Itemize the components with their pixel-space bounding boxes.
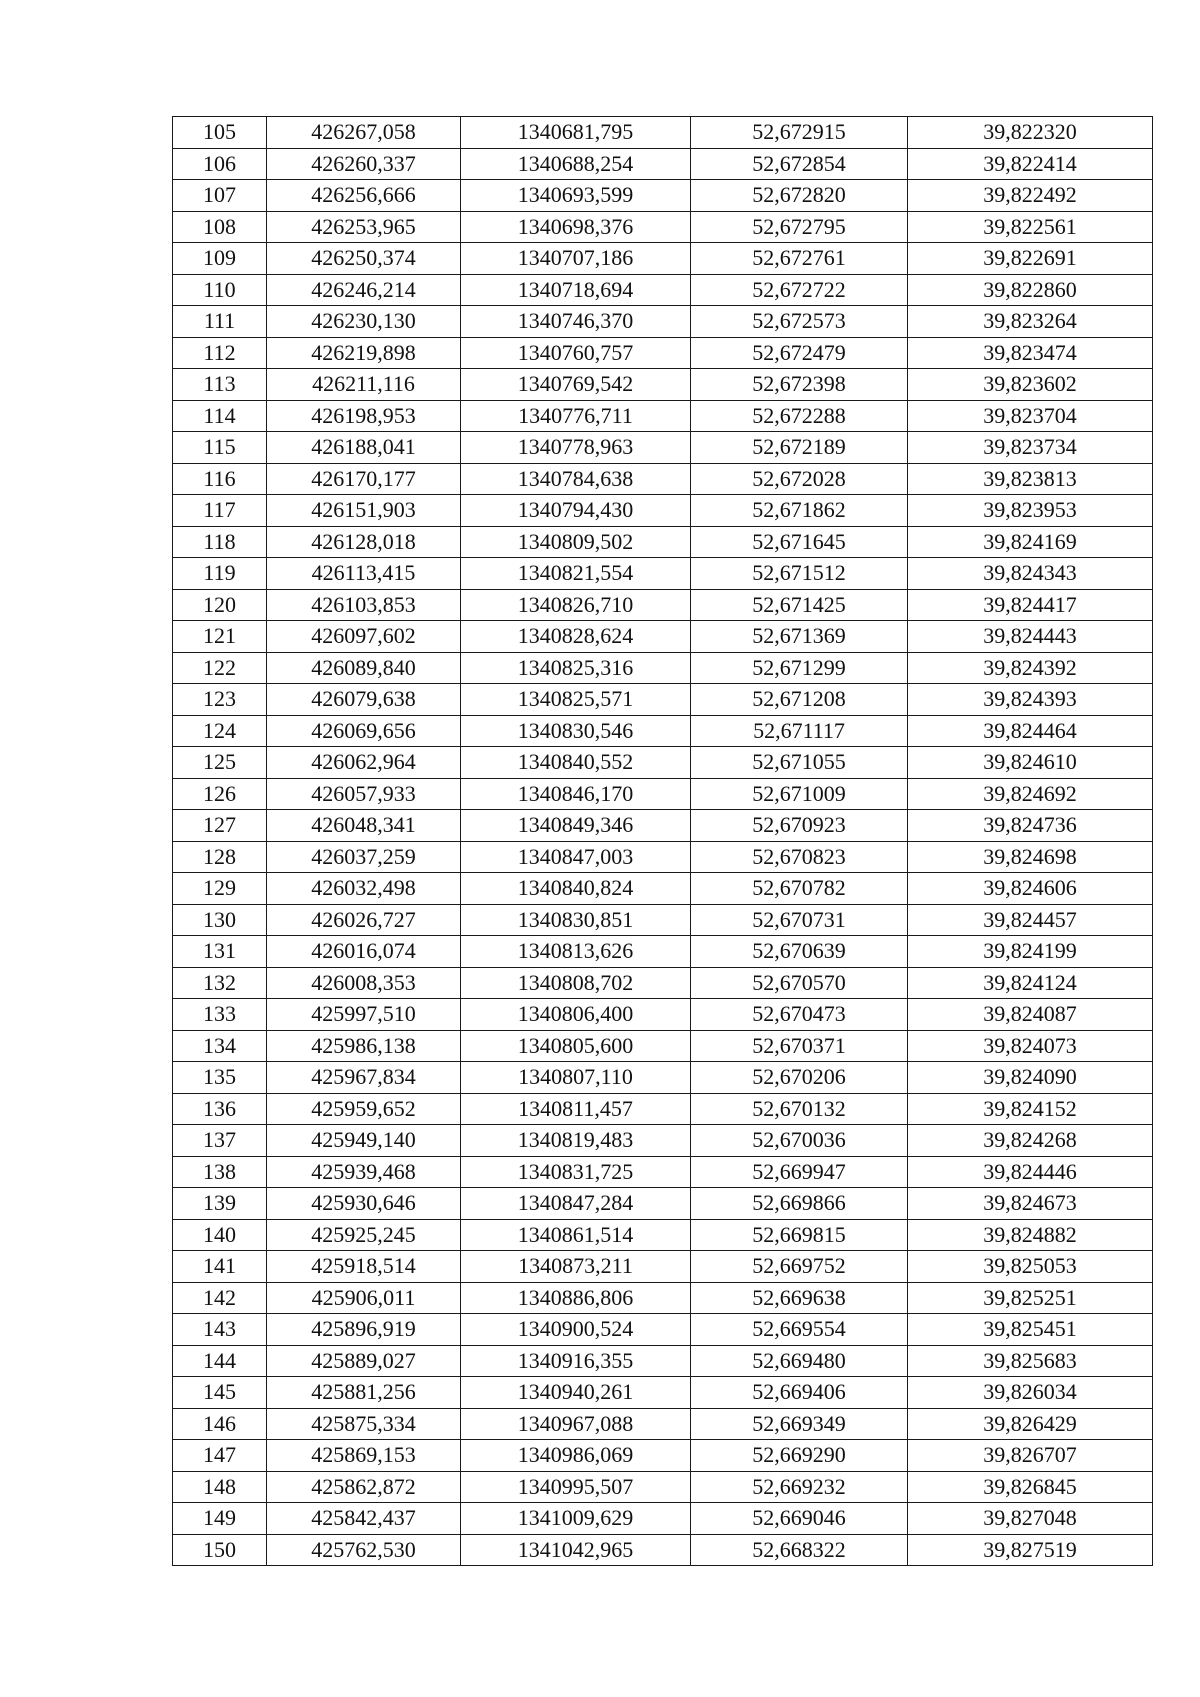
table-cell: 108 [173, 211, 267, 243]
table-cell: 39,824393 [908, 684, 1153, 716]
table-cell: 52,669554 [691, 1314, 908, 1346]
table-cell: 1340849,346 [461, 810, 691, 842]
table-cell: 52,672028 [691, 463, 908, 495]
table-row [173, 432, 1153, 464]
table-cell: 39,823813 [908, 463, 1153, 495]
table-cell: 1340821,554 [461, 558, 691, 590]
table-cell: 52,669406 [691, 1377, 908, 1409]
table-cell: 39,824882 [908, 1219, 1153, 1251]
table-cell: 426198,953 [267, 400, 461, 432]
table-cell: 426128,018 [267, 526, 461, 558]
table-cell: 39,824443 [908, 621, 1153, 653]
table-cell: 39,826429 [908, 1408, 1153, 1440]
table-cell: 52,669866 [691, 1188, 908, 1220]
table-cell: 52,672288 [691, 400, 908, 432]
table-cell: 52,669752 [691, 1251, 908, 1283]
table-cell: 120 [173, 589, 267, 621]
table-cell: 426151,903 [267, 495, 461, 527]
table-cell: 150 [173, 1534, 267, 1566]
table-cell: 39,824736 [908, 810, 1153, 842]
table-cell: 426211,116 [267, 369, 461, 401]
table-row [173, 684, 1153, 716]
table-cell: 52,669290 [691, 1440, 908, 1472]
table-cell: 136 [173, 1093, 267, 1125]
table-cell: 39,822414 [908, 148, 1153, 180]
table-cell: 138 [173, 1156, 267, 1188]
table-cell: 1340995,507 [461, 1471, 691, 1503]
table-body [173, 117, 1153, 1566]
table-row [173, 369, 1153, 401]
table-cell: 39,824417 [908, 589, 1153, 621]
table-cell: 137 [173, 1125, 267, 1157]
table-cell: 52,670731 [691, 904, 908, 936]
table-cell: 39,823734 [908, 432, 1153, 464]
table-cell: 1340986,069 [461, 1440, 691, 1472]
table-cell: 426230,130 [267, 306, 461, 338]
table-cell: 1340873,211 [461, 1251, 691, 1283]
table-cell: 52,671645 [691, 526, 908, 558]
table-cell: 39,824343 [908, 558, 1153, 590]
table-cell: 426246,214 [267, 274, 461, 306]
table-cell: 52,669947 [691, 1156, 908, 1188]
table-cell: 426170,177 [267, 463, 461, 495]
table-row [173, 1156, 1153, 1188]
table-cell: 52,672398 [691, 369, 908, 401]
table-cell: 39,825053 [908, 1251, 1153, 1283]
table-cell: 52,671055 [691, 747, 908, 779]
table-cell: 133 [173, 999, 267, 1031]
table-cell: 141 [173, 1251, 267, 1283]
table-cell: 1340830,851 [461, 904, 691, 936]
table-cell: 1340809,502 [461, 526, 691, 558]
table-cell: 1340693,599 [461, 180, 691, 212]
table-cell: 1340688,254 [461, 148, 691, 180]
table-cell: 146 [173, 1408, 267, 1440]
table-cell: 52,668322 [691, 1534, 908, 1566]
table-cell: 52,670923 [691, 810, 908, 842]
table-row [173, 463, 1153, 495]
table-cell: 1340746,370 [461, 306, 691, 338]
table-cell: 39,822561 [908, 211, 1153, 243]
table-cell: 426188,041 [267, 432, 461, 464]
table-cell: 52,672854 [691, 148, 908, 180]
table-cell: 39,824464 [908, 715, 1153, 747]
table-row [173, 1125, 1153, 1157]
table-cell: 1340847,284 [461, 1188, 691, 1220]
table-row [173, 274, 1153, 306]
table-row [173, 495, 1153, 527]
table-cell: 426032,498 [267, 873, 461, 905]
table-cell: 52,669638 [691, 1282, 908, 1314]
table-cell: 425896,919 [267, 1314, 461, 1346]
table-row [173, 211, 1153, 243]
table-cell: 1340861,514 [461, 1219, 691, 1251]
table-cell: 52,671208 [691, 684, 908, 716]
table-cell: 425881,256 [267, 1377, 461, 1409]
table-cell: 52,672820 [691, 180, 908, 212]
table-cell: 1340806,400 [461, 999, 691, 1031]
table-cell: 39,825451 [908, 1314, 1153, 1346]
table-cell: 425986,138 [267, 1030, 461, 1062]
table-row [173, 1251, 1153, 1283]
table-cell: 112 [173, 337, 267, 369]
table-cell: 39,823264 [908, 306, 1153, 338]
table-cell: 107 [173, 180, 267, 212]
table-cell: 39,824124 [908, 967, 1153, 999]
table-cell: 425906,011 [267, 1282, 461, 1314]
table-cell: 1341009,629 [461, 1503, 691, 1535]
table-cell: 130 [173, 904, 267, 936]
table-cell: 1340825,316 [461, 652, 691, 684]
table-cell: 426057,933 [267, 778, 461, 810]
table-cell: 39,824457 [908, 904, 1153, 936]
table-cell: 426256,666 [267, 180, 461, 212]
table-cell: 1340681,795 [461, 117, 691, 149]
table-row [173, 1377, 1153, 1409]
table-cell: 426089,840 [267, 652, 461, 684]
table-cell: 135 [173, 1062, 267, 1094]
table-row [173, 873, 1153, 905]
table-cell: 118 [173, 526, 267, 558]
table-cell: 39,824673 [908, 1188, 1153, 1220]
table-cell: 39,823602 [908, 369, 1153, 401]
table-cell: 1340819,483 [461, 1125, 691, 1157]
table-cell: 425959,652 [267, 1093, 461, 1125]
table-cell: 52,672795 [691, 211, 908, 243]
table-cell: 1340940,261 [461, 1377, 691, 1409]
table-cell: 52,670036 [691, 1125, 908, 1157]
table-cell: 52,669480 [691, 1345, 908, 1377]
table-cell: 39,824199 [908, 936, 1153, 968]
table-cell: 426097,602 [267, 621, 461, 653]
table-row [173, 1503, 1153, 1535]
table-cell: 425967,834 [267, 1062, 461, 1094]
table-cell: 425918,514 [267, 1251, 461, 1283]
table-cell: 110 [173, 274, 267, 306]
table-row [173, 1188, 1153, 1220]
table-cell: 123 [173, 684, 267, 716]
table-cell: 52,670371 [691, 1030, 908, 1062]
table-cell: 39,826845 [908, 1471, 1153, 1503]
table-cell: 1340760,757 [461, 337, 691, 369]
table-cell: 1340718,694 [461, 274, 691, 306]
table-row [173, 306, 1153, 338]
table-cell: 425889,027 [267, 1345, 461, 1377]
table-row [173, 1440, 1153, 1472]
table-cell: 39,826707 [908, 1440, 1153, 1472]
table-cell: 39,827048 [908, 1503, 1153, 1535]
table-cell: 131 [173, 936, 267, 968]
table-cell: 425875,334 [267, 1408, 461, 1440]
table-cell: 145 [173, 1377, 267, 1409]
table-cell: 52,671369 [691, 621, 908, 653]
table-row [173, 715, 1153, 747]
table-cell: 39,824087 [908, 999, 1153, 1031]
data-table [172, 116, 1153, 1566]
table-cell: 115 [173, 432, 267, 464]
table-cell: 39,824610 [908, 747, 1153, 779]
table-cell: 52,671117 [691, 715, 908, 747]
table-cell: 139 [173, 1188, 267, 1220]
table-cell: 426267,058 [267, 117, 461, 149]
table-cell: 52,671425 [691, 589, 908, 621]
table-cell: 1340794,430 [461, 495, 691, 527]
table-cell: 1340784,638 [461, 463, 691, 495]
table-cell: 39,824169 [908, 526, 1153, 558]
table-cell: 121 [173, 621, 267, 653]
table-cell: 426079,638 [267, 684, 461, 716]
table-row [173, 621, 1153, 653]
table-row [173, 1093, 1153, 1125]
table-cell: 39,824606 [908, 873, 1153, 905]
table-cell: 425842,437 [267, 1503, 461, 1535]
table-cell: 426260,337 [267, 148, 461, 180]
table-cell: 1340828,624 [461, 621, 691, 653]
table-cell: 1340847,003 [461, 841, 691, 873]
table-row [173, 180, 1153, 212]
table-row [173, 1534, 1153, 1566]
table-cell: 52,672761 [691, 243, 908, 275]
table-row [173, 589, 1153, 621]
table-cell: 52,670823 [691, 841, 908, 873]
table-cell: 39,824692 [908, 778, 1153, 810]
table-cell: 122 [173, 652, 267, 684]
table-cell: 147 [173, 1440, 267, 1472]
table-cell: 149 [173, 1503, 267, 1535]
table-cell: 1340776,711 [461, 400, 691, 432]
table-cell: 52,669815 [691, 1219, 908, 1251]
table-row [173, 747, 1153, 779]
table-cell: 52,672479 [691, 337, 908, 369]
table-cell: 39,822320 [908, 117, 1153, 149]
table-row [173, 1314, 1153, 1346]
table-row [173, 936, 1153, 968]
table-cell: 134 [173, 1030, 267, 1062]
table-row [173, 810, 1153, 842]
table-row [173, 778, 1153, 810]
table-row [173, 1345, 1153, 1377]
table-cell: 1340769,542 [461, 369, 691, 401]
table-cell: 142 [173, 1282, 267, 1314]
table-cell: 148 [173, 1471, 267, 1503]
table-cell: 52,671512 [691, 558, 908, 590]
table-cell: 39,827519 [908, 1534, 1153, 1566]
table-cell: 1340967,088 [461, 1408, 691, 1440]
table-cell: 39,824073 [908, 1030, 1153, 1062]
table-cell: 127 [173, 810, 267, 842]
table-cell: 426219,898 [267, 337, 461, 369]
table-cell: 126 [173, 778, 267, 810]
table-cell: 426008,353 [267, 967, 461, 999]
table-cell: 52,671009 [691, 778, 908, 810]
table-cell: 106 [173, 148, 267, 180]
table-row [173, 841, 1153, 873]
table-cell: 144 [173, 1345, 267, 1377]
table-cell: 132 [173, 967, 267, 999]
table-cell: 1340886,806 [461, 1282, 691, 1314]
table-cell: 425762,530 [267, 1534, 461, 1566]
table-cell: 425930,646 [267, 1188, 461, 1220]
table-cell: 39,822860 [908, 274, 1153, 306]
table-cell: 425869,153 [267, 1440, 461, 1472]
table-cell: 52,672573 [691, 306, 908, 338]
table-cell: 425949,140 [267, 1125, 461, 1157]
table-cell: 52,671299 [691, 652, 908, 684]
table-cell: 426113,415 [267, 558, 461, 590]
table-cell: 1340826,710 [461, 589, 691, 621]
table-row [173, 904, 1153, 936]
table-cell: 425939,468 [267, 1156, 461, 1188]
table-cell: 426048,341 [267, 810, 461, 842]
table-cell: 52,670206 [691, 1062, 908, 1094]
table-row [173, 1471, 1153, 1503]
table-cell: 1340707,186 [461, 243, 691, 275]
table-row [173, 1408, 1153, 1440]
table-cell: 1340805,600 [461, 1030, 691, 1062]
table-cell: 52,670473 [691, 999, 908, 1031]
table-cell: 119 [173, 558, 267, 590]
table-cell: 52,669232 [691, 1471, 908, 1503]
table-cell: 113 [173, 369, 267, 401]
table-cell: 39,823474 [908, 337, 1153, 369]
table-row [173, 337, 1153, 369]
table-cell: 39,824090 [908, 1062, 1153, 1094]
table-cell: 426062,964 [267, 747, 461, 779]
table-cell: 109 [173, 243, 267, 275]
table-cell: 52,670132 [691, 1093, 908, 1125]
table-row [173, 1030, 1153, 1062]
table-cell: 426069,656 [267, 715, 461, 747]
table-row [173, 652, 1153, 684]
table-cell: 39,824698 [908, 841, 1153, 873]
table-cell: 52,669349 [691, 1408, 908, 1440]
table-cell: 125 [173, 747, 267, 779]
table-cell: 39,825251 [908, 1282, 1153, 1314]
table-cell: 1340698,376 [461, 211, 691, 243]
table-cell: 39,824268 [908, 1125, 1153, 1157]
table-cell: 425925,245 [267, 1219, 461, 1251]
table-cell: 105 [173, 117, 267, 149]
table-cell: 52,670570 [691, 967, 908, 999]
table-row [173, 526, 1153, 558]
table-cell: 426253,965 [267, 211, 461, 243]
table-cell: 52,672189 [691, 432, 908, 464]
table-cell: 39,822691 [908, 243, 1153, 275]
table-cell: 117 [173, 495, 267, 527]
table-cell: 52,672915 [691, 117, 908, 149]
table-cell: 426026,727 [267, 904, 461, 936]
table-cell: 124 [173, 715, 267, 747]
table-cell: 52,669046 [691, 1503, 908, 1535]
table-cell: 1340807,110 [461, 1062, 691, 1094]
table-cell: 1340825,571 [461, 684, 691, 716]
table-cell: 39,822492 [908, 180, 1153, 212]
table-cell: 1340900,524 [461, 1314, 691, 1346]
table-row [173, 148, 1153, 180]
table-cell: 39,824446 [908, 1156, 1153, 1188]
table-cell: 1340813,626 [461, 936, 691, 968]
table-cell: 128 [173, 841, 267, 873]
table-cell: 52,670782 [691, 873, 908, 905]
table-cell: 1340840,824 [461, 873, 691, 905]
table-row [173, 400, 1153, 432]
table-cell: 1340840,552 [461, 747, 691, 779]
table-row [173, 117, 1153, 149]
table-cell: 1340808,702 [461, 967, 691, 999]
table-cell: 39,824152 [908, 1093, 1153, 1125]
table-cell: 52,672722 [691, 274, 908, 306]
table-row [173, 1219, 1153, 1251]
table-cell: 111 [173, 306, 267, 338]
table-cell: 1341042,965 [461, 1534, 691, 1566]
table-row [173, 243, 1153, 275]
table-cell: 39,826034 [908, 1377, 1153, 1409]
table-cell: 52,671862 [691, 495, 908, 527]
table-cell: 426250,374 [267, 243, 461, 275]
table-row [173, 999, 1153, 1031]
table-cell: 1340811,457 [461, 1093, 691, 1125]
table-cell: 114 [173, 400, 267, 432]
table-cell: 1340831,725 [461, 1156, 691, 1188]
table-row [173, 558, 1153, 590]
table-cell: 140 [173, 1219, 267, 1251]
table-cell: 39,823953 [908, 495, 1153, 527]
table-cell: 1340778,963 [461, 432, 691, 464]
table-cell: 39,823704 [908, 400, 1153, 432]
table-cell: 116 [173, 463, 267, 495]
table-cell: 1340916,355 [461, 1345, 691, 1377]
table-cell: 426016,074 [267, 936, 461, 968]
table-cell: 129 [173, 873, 267, 905]
table-cell: 426103,853 [267, 589, 461, 621]
table-cell: 39,825683 [908, 1345, 1153, 1377]
table-cell: 425862,872 [267, 1471, 461, 1503]
table-cell: 39,824392 [908, 652, 1153, 684]
table-row [173, 967, 1153, 999]
table-row [173, 1062, 1153, 1094]
table-cell: 1340830,546 [461, 715, 691, 747]
table-cell: 1340846,170 [461, 778, 691, 810]
table-row [173, 1282, 1153, 1314]
table-cell: 425997,510 [267, 999, 461, 1031]
table-cell: 52,670639 [691, 936, 908, 968]
table-cell: 143 [173, 1314, 267, 1346]
table-cell: 426037,259 [267, 841, 461, 873]
